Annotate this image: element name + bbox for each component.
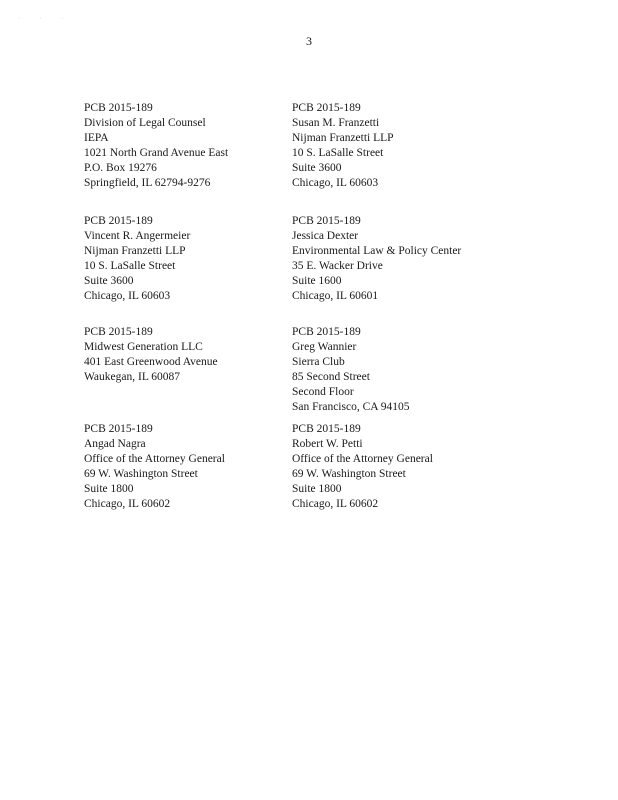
organization: Environmental Law & Policy Center bbox=[292, 245, 462, 257]
street-address: 401 East Greenwood Avenue bbox=[84, 356, 218, 368]
city-state-zip: Chicago, IL 60601 bbox=[292, 290, 379, 302]
address-block-iepa-legal-counsel bbox=[84, 101, 314, 191]
case-number: PCB 2015-189 bbox=[292, 215, 361, 227]
organization: Office of the Attorney General bbox=[292, 453, 433, 465]
organization: IEPA bbox=[84, 132, 109, 144]
recipient-name: Angad Nagra bbox=[84, 438, 146, 450]
recipient-name: Division of Legal Counsel bbox=[84, 117, 206, 129]
case-number: PCB 2015-189 bbox=[84, 423, 153, 435]
case-number: PCB 2015-189 bbox=[292, 102, 361, 114]
floor: Second Floor bbox=[292, 386, 354, 398]
city-state-zip: Chicago, IL 60603 bbox=[292, 177, 379, 189]
address-block-midwest-generation bbox=[84, 325, 314, 385]
address-block-robert-petti bbox=[292, 422, 522, 512]
suite: Suite 3600 bbox=[292, 162, 342, 174]
city-state-zip: Springfield, IL 62794-9276 bbox=[84, 177, 211, 189]
city-state-zip: Chicago, IL 60602 bbox=[84, 498, 171, 510]
case-number: PCB 2015-189 bbox=[84, 215, 153, 227]
suite: Suite 1600 bbox=[292, 275, 342, 287]
recipient-name: Susan M. Franzetti bbox=[292, 117, 380, 129]
city-state-zip: Chicago, IL 60602 bbox=[292, 498, 379, 510]
street-address: 69 W. Washington Street bbox=[84, 468, 198, 480]
organization: Sierra Club bbox=[292, 356, 345, 368]
street-address: 35 E. Wacker Drive bbox=[292, 260, 383, 272]
address-block-vincent-angermeier bbox=[84, 214, 314, 304]
case-number: PCB 2015-189 bbox=[84, 326, 153, 338]
address-block-greg-wannier bbox=[292, 325, 522, 415]
page-number: 3 bbox=[306, 34, 312, 48]
organization: Office of the Attorney General bbox=[84, 453, 225, 465]
suite: Suite 3600 bbox=[84, 275, 134, 287]
suite: Suite 1800 bbox=[84, 483, 134, 495]
organization: Nijman Franzetti LLP bbox=[292, 132, 394, 144]
recipient-name: Robert W. Petti bbox=[292, 438, 363, 450]
street-address: 10 S. LaSalle Street bbox=[292, 147, 384, 159]
case-number: PCB 2015-189 bbox=[84, 102, 153, 114]
suite: Suite 1800 bbox=[292, 483, 342, 495]
city-state-zip: Waukegan, IL 60087 bbox=[84, 371, 181, 383]
address-block-angad-nagra bbox=[84, 422, 314, 512]
street-address: 69 W. Washington Street bbox=[292, 468, 406, 480]
street-address: 10 S. LaSalle Street bbox=[84, 260, 176, 272]
recipient-name: Vincent R. Angermeier bbox=[84, 230, 191, 242]
street-address: 1021 North Grand Avenue East bbox=[84, 147, 229, 159]
recipient-name: Jessica Dexter bbox=[292, 230, 359, 242]
organization: Nijman Franzetti LLP bbox=[84, 245, 186, 257]
address-block-jessica-dexter bbox=[292, 214, 522, 304]
scan-speck-marks: · · · bbox=[18, 16, 72, 22]
city-state-zip: Chicago, IL 60603 bbox=[84, 290, 171, 302]
recipient-name: Midwest Generation LLC bbox=[84, 341, 203, 353]
case-number: PCB 2015-189 bbox=[292, 423, 361, 435]
city-state-zip: San Francisco, CA 94105 bbox=[292, 401, 410, 413]
recipient-name: Greg Wannier bbox=[292, 341, 357, 353]
po-box: P.O. Box 19276 bbox=[84, 162, 157, 174]
street-address: 85 Second Street bbox=[292, 371, 370, 383]
case-number: PCB 2015-189 bbox=[292, 326, 361, 338]
address-block-susan-franzetti bbox=[292, 101, 522, 191]
